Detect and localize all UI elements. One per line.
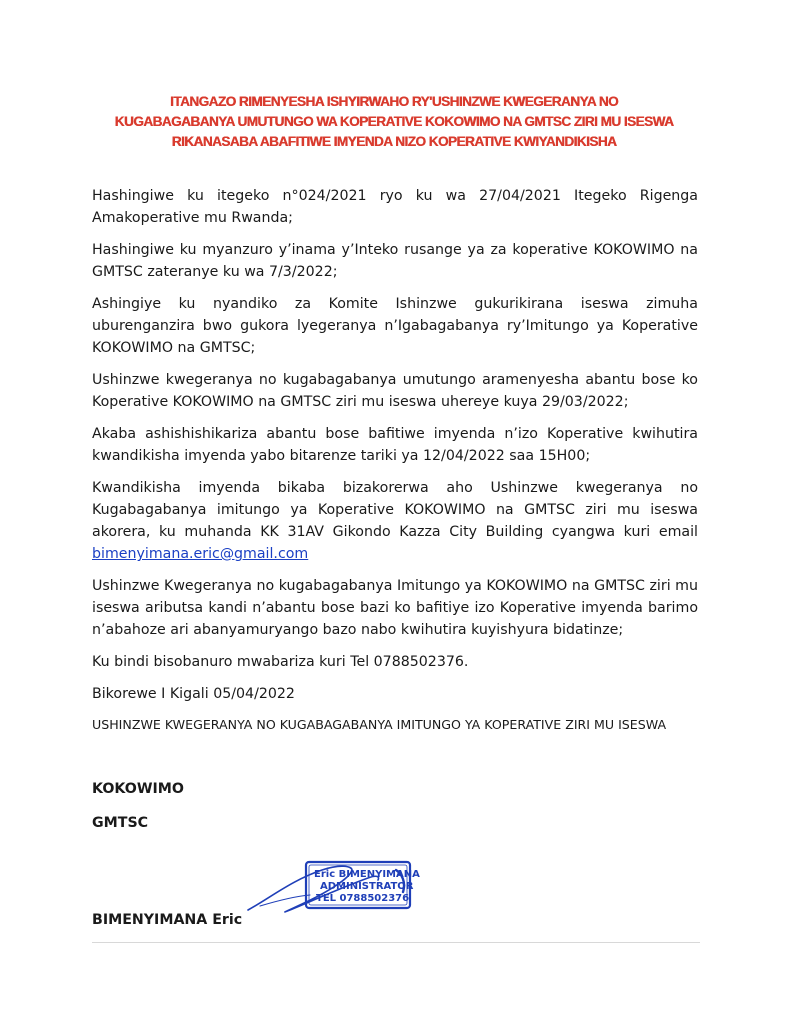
paragraph-date-place: Bikorewe I Kigali 05/04/2022 (92, 686, 295, 702)
org-kokowimo: KOKOWIMO (92, 781, 184, 797)
title-line-3: RIKANASABA ABAFITIWE IMYENDA NIZO KOPERATIVE KWIYANDIKISHA (171, 134, 617, 149)
footer-divider (92, 942, 700, 943)
signature-stamp (240, 848, 440, 928)
paragraph-liquidator-title: USHINZWE KWEGERANYA NO KUGABAGABANYA IMITUNGO YA KOPERATIVE ZIRI MU ISESWA (92, 717, 667, 732)
paragraph-liquidation-notice: Ushinzwe kwegeranya no kugabagabanya umutungo aramenyesha abantu bose ko Koperative KOKOWIMO na GMTSC ziri mu iseswa uhereye kuya 29/03/2022; (92, 372, 698, 410)
paragraph-debtors: Ushinzwe Kwegeranya no kugabagabanya Imitungo ya KOKOWIMO na GMTSC ziri mu iseswa aributsa kandi n’abantu bose bazi ko bafitiye izo Koperative imyenda barimo n’abahoze ari abanyamuryango bazo nabo kwihutira kuyishyura bidatinze; (92, 578, 698, 638)
org-gmtsc: GMTSC (92, 815, 149, 831)
paragraph-general-assembly: Hashingiwe ku myanzuro y’inama y’Inteko rusange ya za koperative KOKOWIMO na GMTSC zateranye ku wa 7/3/2022; (92, 242, 698, 280)
stamp-line-3: TEL 0788502376 (316, 893, 410, 904)
registration-text: Kwandikisha imyenda bikaba bizakorerwa aho Ushinzwe kwegeranya no Kugabagabanya imitungo ya Koperative KOKOWIMO na GMTSC ziri mu iseswa akorera, ku muhanda KK 31AV Gikondo Kazza City Building cyangwa kuri email (92, 480, 698, 540)
paragraph-creditors-deadline: Akaba ashishishikariza abantu bose bafitiwe imyenda n’izo Koperative kwihutira kwandikisha imyenda yabo bitarenze tariki ya 12/04/2022 saa 15H00; (92, 426, 698, 464)
paragraph-contact: Ku bindi bisobanuro mwabariza kuri Tel 0788502376. (92, 654, 469, 670)
title-line-2: KUGABAGABANYA UMUTUNGO WA KOPERATIVE KOKOWIMO NA GMTSC ZIRI MU ISESWA (114, 114, 674, 129)
stamp-line-1: Eric BIMENYIMANA (314, 869, 420, 880)
stamp-line-2: ADMINISTRATOR (320, 881, 414, 892)
paragraph-committee: Ashingiye ku nyandiko za Komite Ishinzwe gukurikirana iseswa zimuha uburenganzira bwo gukora lyegeranya n’Igabagabanya ry’Imitungo ya Koperative KOKOWIMO na GMTSC; (92, 296, 698, 356)
signer-name: BIMENYIMANA Eric (92, 912, 243, 928)
paragraph-law-reference: Hashingiwe ku itegeko n°024/2021 ryo ku wa 27/04/2021 Itegeko Rigenga Amakoperative mu Rwanda; (92, 188, 698, 226)
email-link[interactable]: bimenyimana.eric@gmail.com (92, 546, 309, 562)
title-line-1: ITANGAZO RIMENYESHA ISHYIRWAHO RY'USHINZWE KWEGERANYA NO (170, 94, 618, 109)
document-title (88, 92, 700, 152)
document-body (92, 185, 698, 748)
paragraph-registration (92, 477, 698, 565)
signature-stamp-graphic (240, 848, 440, 928)
